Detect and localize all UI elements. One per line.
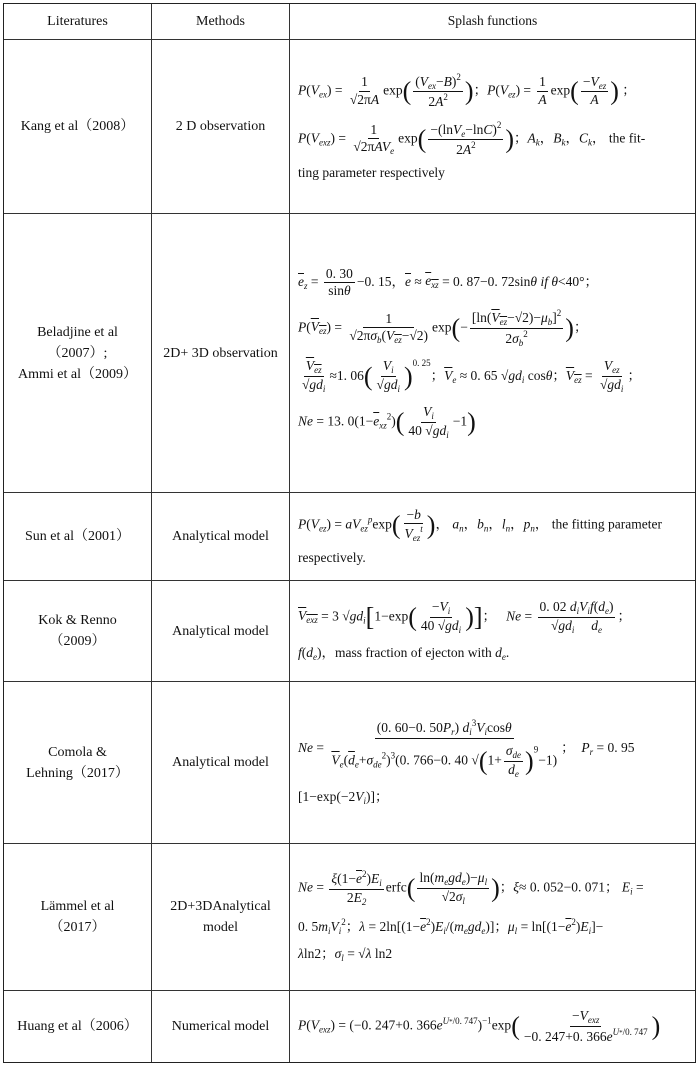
table-row (4, 580, 695, 681)
formula-line: $f(d_e)$，mass fraction of ejecton with $d_e$. (298, 644, 510, 662)
formula-line: 0. $5m_iV_i^2$；$\lambda = 2\ln[(1-\overline{e}^2)E_i/(m_egd_e)]$；$\mu_l = \ln[(1-\overline{e}^2)E_i]-$ (298, 917, 604, 937)
formula-line: $[1-\exp(-2V_i)]$； (298, 788, 389, 806)
literature-cell: Huang et al（2006） (4, 991, 152, 1062)
formula-line: $P(V_{exz}) = (-0$. 247+0. $366e^{U*/0. 747})^{-1}\exp$( $-V_{exz}$ −0. 247+0. $366e^{U*/0. 747}$ ) (298, 1008, 661, 1044)
method-cell: Analytical model (152, 682, 290, 843)
literature-cell: Kok & Renno （2009） (4, 581, 152, 681)
table-row (4, 843, 695, 990)
splash-function-cell (290, 214, 695, 492)
splash-function-cell (290, 493, 695, 580)
formula-text: respectively. (298, 549, 366, 565)
method-cell: 2D+ 3D observation (152, 214, 290, 492)
formula-line: $P(V_{exz})$ = 1 √2πAV$_e$ exp( $\frac{-(\ln V_e-\ln C)^2}{2A^2}$ )；$A_k$，$B_k$，$C_k$， the fit- (298, 119, 646, 158)
literature-cell: Lämmel et al （2017） (4, 844, 152, 990)
table-row (4, 990, 695, 1062)
header-methods: Methods (152, 4, 290, 39)
formula-line: $P(V_{ex})$ = $\frac{1}{√2\pi A}$ exp( $(V_{ex}-B)^2$ $2A^2$ )；$P(V_{ez})$ = $\frac{1}{A}$ exp( $-V_{ez}$ A ) ； (298, 71, 636, 110)
header-literatures: Literatures (4, 4, 152, 39)
formula-line: $V_{exz} = 3$ $√gd_i[1-\exp$( $-V_i$ 40 $√gd_i$ )]； Ne = 0. 02 $d_iV_if(d_e)$ $√gd_i$ $d_e$ ； (298, 599, 631, 635)
method-cell: 2 D observation (152, 40, 290, 213)
formula-line: Ne = 13. $0(1-\overline{e}_{xz}^2)$( $V_i$ 40 $√gd_i$ −1) (298, 403, 476, 440)
literature-cell: Kang et al（2008） (4, 40, 152, 213)
formula-line: $V_{ez}$ $√gd_i$ ≈1. 06( $V_i$ $√gd_i$ )$^{0. 25}$；$\overline{V}_e \approx 0$. 65 $√gd_i$ cosθ；$V_{ez}$ = $V_{ez}$ $√gd_i$ ； (302, 357, 641, 394)
splash-function-cell (290, 682, 695, 843)
splash-function-cell (290, 40, 695, 213)
formula-line: λln2；$\sigma_l = √\lambda$ ln2 (298, 946, 393, 964)
formula-text: ting parameter respectively (298, 164, 445, 180)
method-cell: Numerical model (152, 991, 290, 1062)
table-row (4, 492, 695, 580)
literature-cell: Comola & Lehning（2017） (4, 682, 152, 843)
formula-line: $P(V_{ez}) = aV_{ez}^p\exp$( −b $V_{ez}^t$ )， $a_n$，$b_n$，$l_n$，$p_n$， the fitting parameter (298, 506, 662, 543)
formula-line: $P(V_{ez})$ = 1 $√2\pi\sigma_b(V_{ez}-√2)$ exp(− $[\ln(V_{ez}-√2)-\mu_b]^2$ $2\sigma_b^2$ )； (298, 307, 588, 348)
method-cell: Analytical model (152, 581, 290, 681)
method-cell: Analytical model (152, 493, 290, 580)
splash-functions-table (3, 3, 696, 1063)
table-row (4, 681, 695, 843)
formula-line: Ne = (0. 60−0. $50P_r$) $d_i^3V_i\cos\theta$ $\overline{V}_e(\overline{d}_e+\sigma_{de}^2)^3(0$. 766−0. 40 √(1+ $\sigma_{de}$ $\overline{d}_e$ )$^9$−1) ； $P_r = 0$. 95 (298, 718, 635, 779)
splash-function-cell (290, 991, 695, 1062)
literature-cell: Beladjine et al （2007）; Ammi et al（2009） (4, 214, 152, 492)
literature-cell: Sun et al（2001） (4, 493, 152, 580)
table-row (4, 39, 695, 213)
table-header-row (4, 4, 695, 39)
formula-line: $\overline{e}_z$ = $\frac{0. 30}{\sin\theta}$ −0. 15，$\overline{e} \approx e_{xz} = 0$. 87−0. 72sinθ if θ<40°； (298, 265, 598, 298)
splash-function-cell (290, 844, 695, 990)
table-row (4, 213, 695, 492)
method-cell: 2D+3DAnalytical model (152, 844, 290, 990)
splash-function-cell (290, 581, 695, 681)
formula-line: Ne = $\frac{\xi(1-\overline{e}^2)E_i}{2\overline{E}_2}$ erfc( $\ln(m_egd_e)-\mu_l$ $√2\sigma_l$ )；ξ≈ 0. 052−0. 071； $E_i$ = (298, 869, 644, 908)
header-splash-functions: Splash functions (447, 13, 538, 29)
